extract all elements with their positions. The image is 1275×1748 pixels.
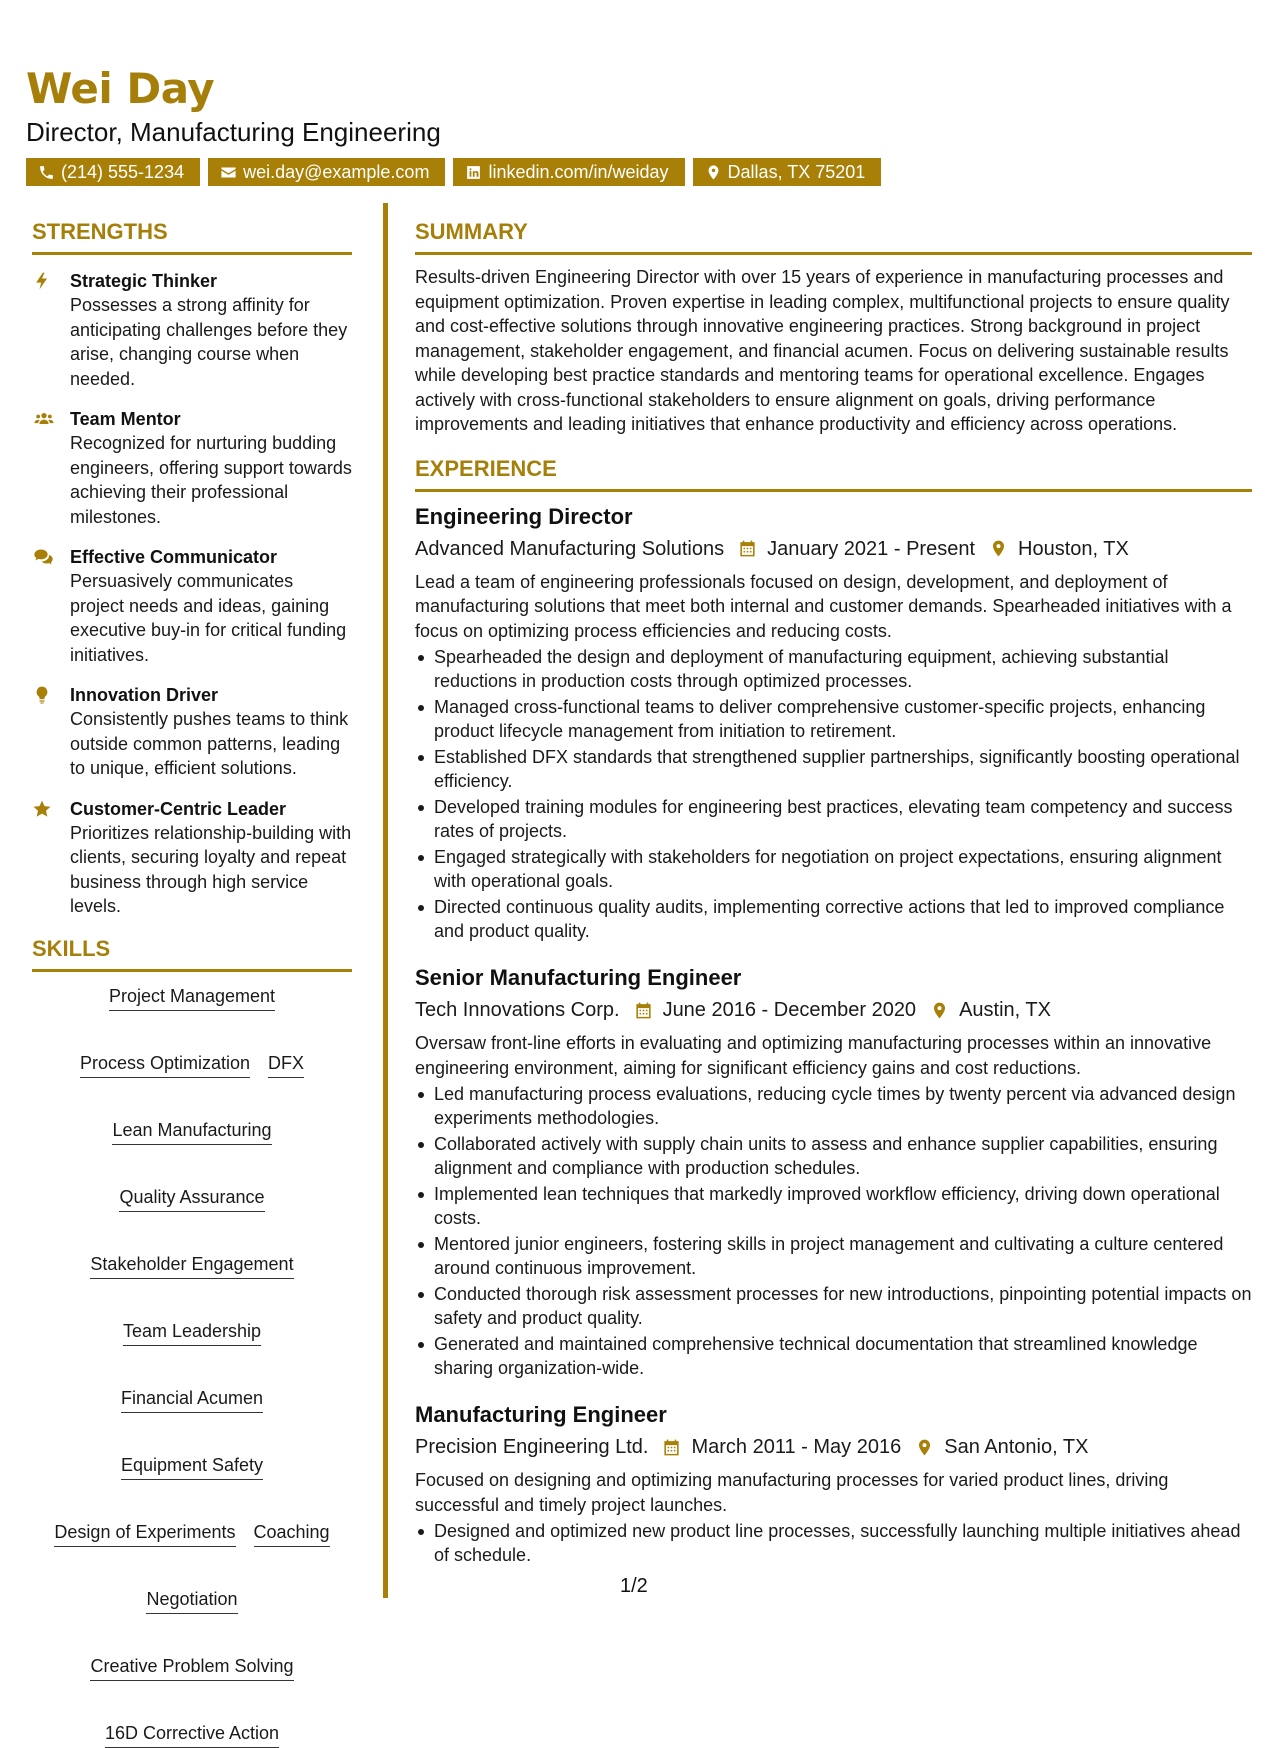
job-dates: March 2011 - May 2016 [691, 1436, 902, 1458]
job-title: Senior Manufacturing Engineer [415, 965, 742, 990]
strength-title: Customer-Centric Leader [70, 798, 287, 819]
job-title: Engineering Director [415, 503, 633, 529]
list-item: Designed and optimized new product line processes, successfully launching multiple initiatives ahead of schedule. [415, 1519, 1252, 1567]
job-bullets [415, 1519, 1252, 1567]
skill-tag: Project Management [109, 984, 275, 1011]
strength-title: Innovation Driver [70, 685, 219, 705]
job-location: San Antonio, TX [944, 1436, 1089, 1458]
experience-heading: EXPERIENCE [415, 455, 1252, 492]
job-description: Lead a team of engineering professionals focused on design, development, and deployment of manufacturing solutions that meet both internal and customer demands. Spearheaded initiatives with a focus on optimizing process efficiencies and reducing costs. [415, 571, 1232, 641]
lightning-bolt-icon [32, 271, 52, 291]
skill-tag: 16D Corrective Action [105, 1721, 279, 1748]
strength-desc: Consistently pushes teams to think outside common patterns, leading to unique, efficient solutions. [70, 709, 349, 778]
job-entry [415, 963, 1252, 1380]
contact-email-text: wei.day@example.com [243, 162, 430, 182]
job-bullets [415, 645, 1252, 943]
page-number: 1/2 [620, 1575, 648, 1597]
list-item: Established DFX standards that strengthened supplier partnerships, significantly boosting operational efficiency. [415, 745, 1252, 793]
left-column [32, 218, 352, 1748]
strength-title: Strategic Thinker [70, 271, 218, 291]
list-item: Collaborated actively with supply chain units to assess and enhance supplier capabilities, ensuring alignment and compliance with production schedules. [415, 1132, 1252, 1180]
job-meta [415, 1432, 1252, 1462]
resume-header [26, 60, 1246, 186]
envelope-icon [220, 164, 237, 181]
candidate-role: Director, Manufacturing Engineering [26, 117, 441, 147]
strength-desc: Persuasively communicates project needs and ideas, gaining executive buy-in for critical funding initiatives. [70, 571, 347, 665]
contact-phone-text: (214) 555-1234 [61, 162, 185, 182]
list-item: Implemented lean techniques that markedly improved workflow efficiency, driving down operational costs. [415, 1182, 1252, 1230]
list-item: Led manufacturing process evaluations, reducing cycle times by twenty percent via advanced design experiments methodologies. [415, 1082, 1252, 1130]
skill-tag: Design of Experiments [54, 1520, 235, 1547]
skill-tag: Coaching [254, 1520, 330, 1547]
job-entry [415, 1400, 1252, 1567]
strength-item [32, 545, 352, 667]
map-pin-icon [705, 164, 722, 181]
job-bullets [415, 1082, 1252, 1380]
job-entry [415, 502, 1252, 944]
lightbulb-icon [32, 685, 52, 705]
summary-heading: SUMMARY [415, 218, 1252, 255]
chat-bubbles-icon [32, 547, 55, 567]
map-pin-icon [930, 1001, 949, 1020]
list-item: Mentored junior engineers, fostering skills in project management and cultivating a culture centered around continuous improvement. [415, 1232, 1252, 1280]
summary-text: Results-driven Engineering Director with over 15 years of experience in manufacturing processes and equipment optimization. Proven expertise in leading complex, multifunctional projects to ensure quality and cost-effective solutions through innovative engineering practices. Strong background in project management, stakeholder engagement, and financial acumen. Focus on delivering sustainable results while developing best practice standards and mentoring teams for operational excellence. Engages actively with cross-functional stakeholders to ensure alignment on goals, driving performance improvements and leading initiatives that enhance productivity and efficiency across operations. [415, 267, 1230, 434]
job-dates: June 2016 - December 2020 [662, 999, 917, 1021]
right-column [415, 218, 1252, 1569]
job-location: Houston, TX [1018, 537, 1129, 560]
linkedin-icon [465, 164, 482, 181]
strength-desc: Recognized for nurturing budding engineers, offering support towards achieving their professional milestones. [70, 433, 352, 527]
star-icon [32, 799, 52, 819]
contact-linkedin-text: linkedin.com/in/weiday [488, 162, 669, 182]
job-description: Focused on designing and optimizing manufacturing processes for varied product lines, driving successful and timely project launches. [415, 1470, 1169, 1515]
skill-tag: Financial Acumen [121, 1386, 263, 1413]
list-item: Managed cross-functional teams to deliver comprehensive customer-specific projects, enhancing product lifecycle management from initiation to retirement. [415, 695, 1252, 743]
contact-linkedin[interactable] [453, 158, 684, 186]
map-pin-icon [915, 1438, 934, 1457]
skill-tag: Quality Assurance [119, 1185, 264, 1212]
contact-bar [26, 158, 1246, 186]
skills-heading: SKILLS [32, 935, 352, 972]
skill-tag: Negotiation [146, 1587, 237, 1614]
strength-title: Team Mentor [70, 409, 181, 429]
users-icon [32, 409, 56, 429]
job-dates: January 2021 - Present [767, 537, 975, 560]
list-item: Spearheaded the design and deployment of manufacturing equipment, achieving substantial reductions in production costs through optimized processes. [415, 645, 1252, 693]
map-pin-icon [989, 539, 1008, 558]
job-title: Manufacturing Engineer [415, 1402, 667, 1427]
job-company: Tech Innovations Corp. [415, 999, 620, 1021]
job-meta [415, 534, 1252, 564]
skill-tag: Lean Manufacturing [112, 1118, 271, 1145]
contact-phone[interactable] [26, 158, 200, 186]
skill-tag: Process Optimization [80, 1051, 250, 1078]
skill-tag: Equipment Safety [121, 1453, 263, 1480]
list-item: Generated and maintained comprehensive technical documentation that streamlined knowledge sharing organization-wide. [415, 1332, 1252, 1380]
strengths-list [32, 269, 352, 919]
strength-item [32, 683, 352, 781]
skill-tag: Team Leadership [123, 1319, 261, 1346]
job-company: Precision Engineering Ltd. [415, 1436, 649, 1458]
contact-email[interactable] [208, 158, 445, 186]
strength-item [32, 407, 352, 529]
strengths-heading: STRENGTHS [32, 218, 352, 255]
list-item: Developed training modules for engineering best practices, elevating team competency and success rates of projects. [415, 795, 1252, 843]
strength-item [32, 269, 352, 391]
skills-list [32, 984, 352, 1748]
candidate-name: Wei Day [26, 64, 215, 113]
phone-icon [38, 164, 55, 181]
job-location: Austin, TX [959, 999, 1051, 1021]
strength-desc: Prioritizes relationship-building with clients, securing loyalty and repeat business through high service levels. [70, 822, 352, 916]
job-description: Oversaw front-line efforts in evaluating and optimizing manufacturing processes within an innovative engineering environment, aiming for significant efficiency gains and cost reductions. [415, 1033, 1212, 1078]
calendar-icon [634, 1001, 653, 1020]
list-item: Directed continuous quality audits, implementing corrective actions that led to improved compliance and product quality. [415, 895, 1252, 943]
skill-tag: Stakeholder Engagement [90, 1252, 293, 1279]
list-item: Engaged strategically with stakeholders for negotiation on project expectations, ensuring alignment with operational goals. [415, 845, 1252, 893]
calendar-icon [738, 539, 757, 558]
job-company: Advanced Manufacturing Solutions [415, 537, 725, 560]
strength-title: Effective Communicator [70, 547, 278, 567]
contact-location [693, 158, 882, 186]
strength-desc: Possesses a strong affinity for anticipating challenges before they arise, changing course when needed. [70, 295, 348, 389]
contact-location-text: Dallas, TX 75201 [727, 162, 866, 182]
strength-item [32, 797, 352, 919]
column-divider [383, 203, 388, 1598]
list-item: Conducted thorough risk assessment processes for new introductions, pinpointing potential impacts on safety and product quality. [415, 1282, 1252, 1330]
calendar-icon [662, 1438, 681, 1457]
skill-tag: DFX [268, 1051, 304, 1078]
job-meta [415, 995, 1252, 1025]
skill-tag: Creative Problem Solving [90, 1654, 293, 1681]
